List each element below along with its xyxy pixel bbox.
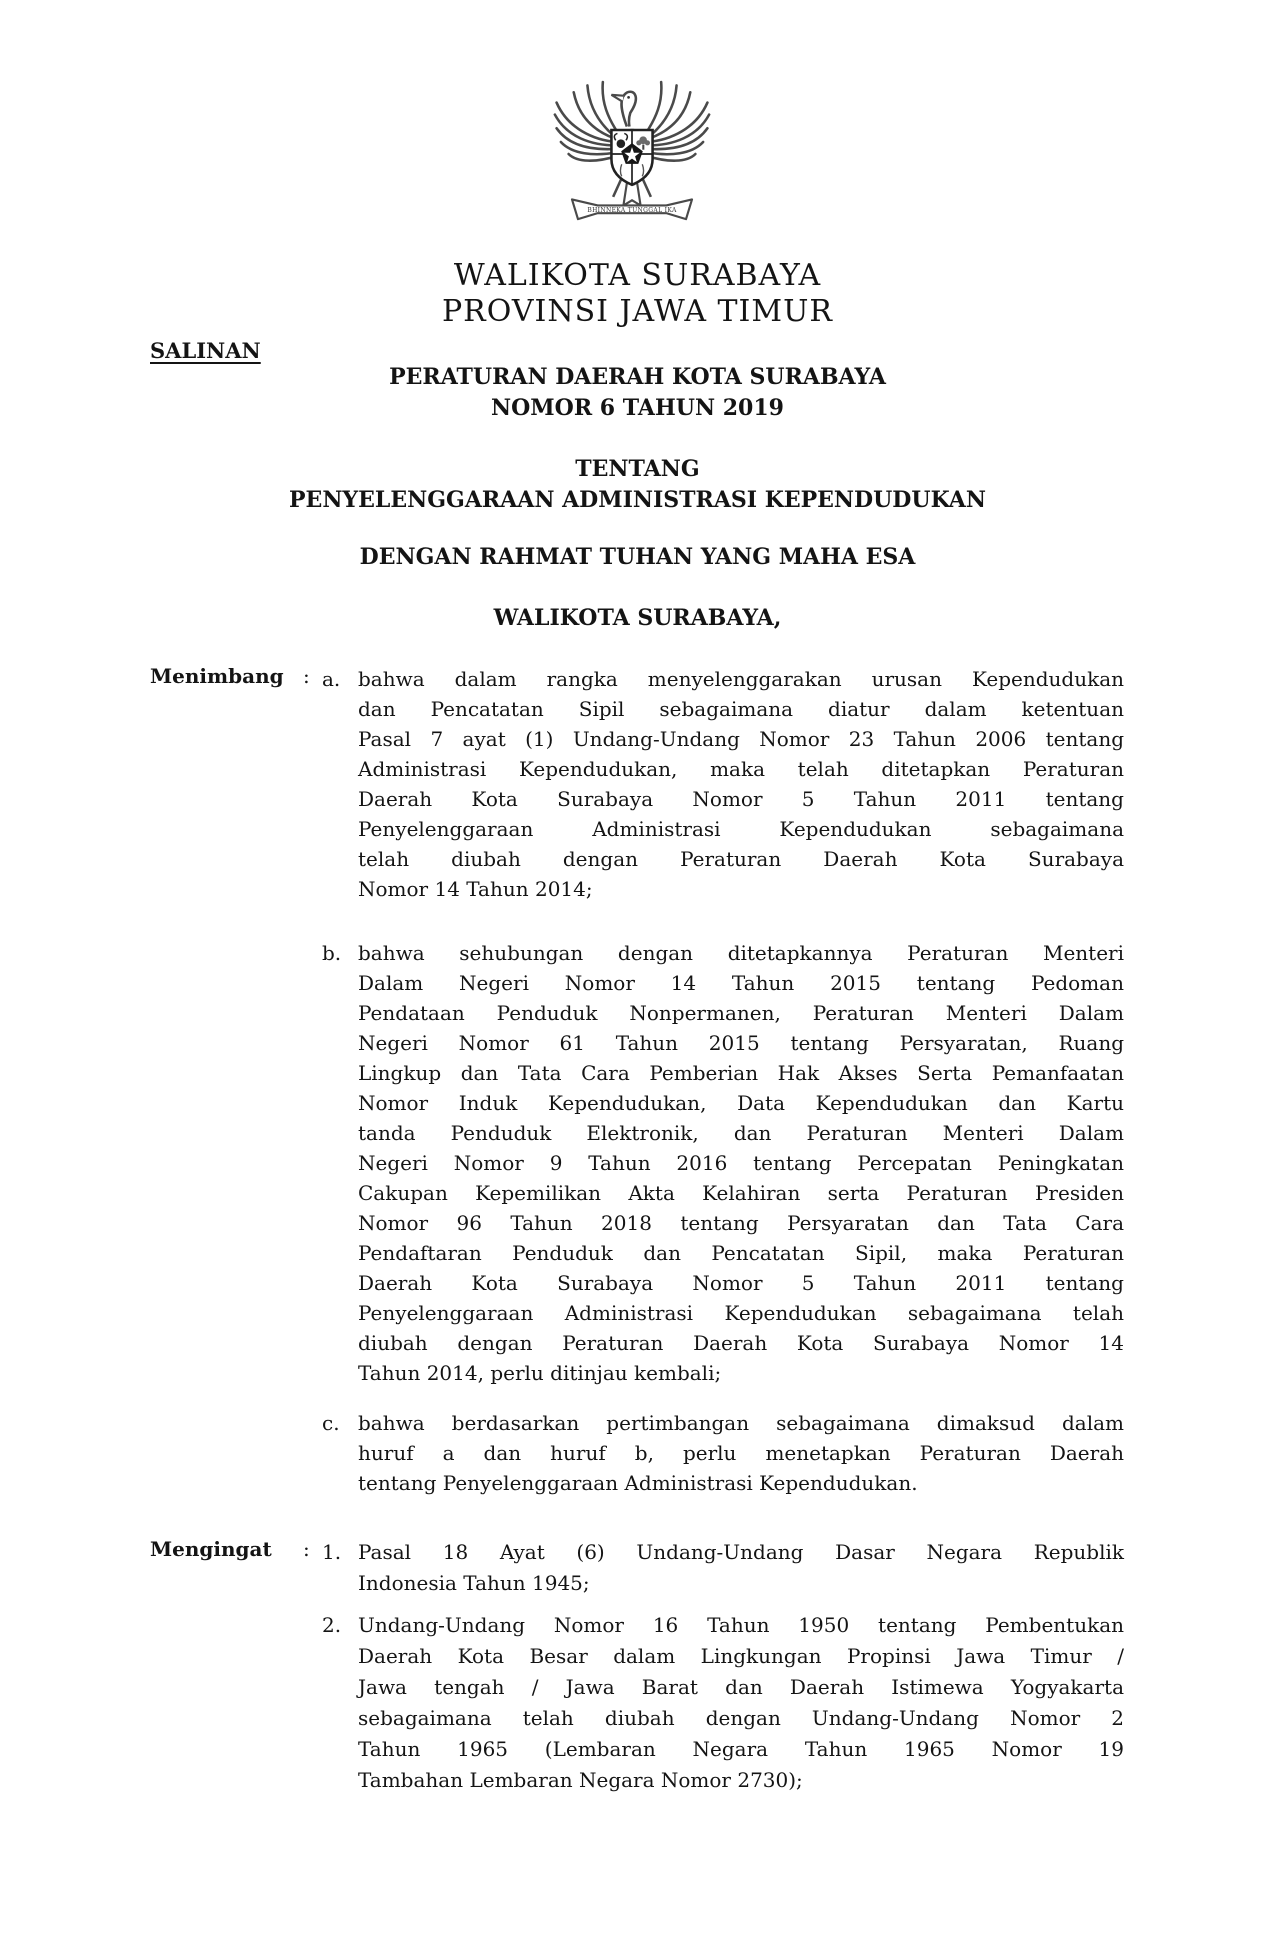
about-label: TENTANG	[575, 456, 700, 482]
text-line: Pendaftaran Penduduk dan Pencatatan Sipil, maka Peraturan	[358, 1241, 1124, 1265]
text-line: huruf a dan huruf b, perlu menetapkan Peraturan Daerah	[358, 1441, 1124, 1465]
text-line: Daerah Kota Surabaya Nomor 5 Tahun 2011 tentang	[358, 787, 1124, 811]
text-line: Daerah Kota Besar dalam Lingkungan Propinsi Jawa Timur /	[358, 1644, 1124, 1668]
text-line: Undang-Undang Nomor 16 Tahun 1950 tentang Pembentukan	[358, 1613, 1124, 1637]
item-text	[358, 1610, 1124, 1796]
text-line: dan Pencatatan Sipil sebagaimana diatur dalam ketentuan	[358, 697, 1124, 721]
copy-label: SALINAN	[150, 338, 261, 363]
text-line: Jawa tengah / Jawa Barat dan Daerah Istimewa Yogyakarta	[358, 1675, 1124, 1699]
regulation-subject: PENYELENGGARAAN ADMINISTRASI KEPENDUDUKAN	[289, 487, 986, 513]
text-line: Pasal 7 ayat (1) Undang-Undang Nomor 23 Tahun 2006 tentang	[358, 727, 1124, 751]
menimbang-colon: :	[303, 664, 310, 688]
text-line: bahwa sehubungan dengan ditetapkannya Peraturan Menteri	[358, 941, 1124, 965]
text-line: Pendataan Penduduk Nonpermanen, Peraturan Menteri Dalam	[358, 1001, 1124, 1025]
text-line: Lingkup dan Tata Cara Pemberian Hak Akses Serta Pemanfaatan	[358, 1061, 1124, 1085]
mengingat-label: Mengingat	[150, 1537, 272, 1561]
text-line: Administrasi Kependudukan, maka telah ditetapkan Peraturan	[358, 757, 1124, 781]
page-title-line1: WALIKOTA SURABAYA	[453, 258, 822, 293]
item-text	[358, 1537, 1124, 1599]
regulation-title: PERATURAN DAERAH KOTA SURABAYA	[389, 364, 886, 390]
mengingat-items	[322, 1537, 1124, 1796]
text-line: Nomor Induk Kependudukan, Data Kependudukan dan Kartu	[358, 1091, 1124, 1115]
emblem-motto: BHINNEKA TUNGGAL IKA	[587, 206, 677, 214]
text-line: Penyelenggaraan Administrasi Kependudukan sebagaimana telah	[358, 1301, 1124, 1325]
text-line: Nomor 14 Tahun 2014;	[358, 877, 593, 901]
text-line: Negeri Nomor 61 Tahun 2015 tentang Persyaratan, Ruang	[358, 1031, 1124, 1055]
text-line: Cakupan Kepemilikan Akta Kelahiran serta Peraturan Presiden	[358, 1181, 1124, 1205]
text-line: Nomor 96 Tahun 2018 tentang Persyaratan dan Tata Cara	[358, 1211, 1124, 1235]
item-marker: 1.	[322, 1540, 342, 1564]
text-line: tanda Penduduk Elektronik, dan Peraturan Menteri Dalam	[358, 1121, 1124, 1145]
item-marker: 2.	[322, 1613, 342, 1637]
list-item	[322, 1537, 1124, 1599]
text-line: bahwa dalam rangka menyelenggarakan urusan Kependudukan	[358, 667, 1124, 691]
text-line: Tahun 2014, perlu ditinjau kembali;	[358, 1361, 722, 1385]
list-item	[322, 1610, 1124, 1796]
text-line: bahwa berdasarkan pertimbangan sebagaimana dimaksud dalam	[358, 1411, 1124, 1435]
regulation-number: NOMOR 6 TAHUN 2019	[491, 395, 784, 421]
item-marker: a.	[322, 667, 341, 691]
list-item	[322, 938, 1124, 1388]
text-line: Negeri Nomor 9 Tahun 2016 tentang Percepatan Peningkatan	[358, 1151, 1124, 1175]
issuer-line: WALIKOTA SURABAYA,	[493, 605, 782, 631]
item-marker: b.	[322, 941, 342, 965]
page-title-line2: PROVINSI JAWA TIMUR	[441, 294, 833, 329]
list-item	[322, 664, 1124, 904]
item-text	[358, 1408, 1124, 1498]
text-line: sebagaimana telah diubah dengan Undang-Undang Nomor 2	[358, 1706, 1124, 1730]
item-text	[358, 664, 1124, 904]
menimbang-label: Menimbang	[150, 664, 284, 688]
text-line: Indonesia Tahun 1945;	[358, 1571, 590, 1595]
text-line: telah diubah dengan Peraturan Daerah Kota Surabaya	[358, 847, 1124, 871]
menimbang-items	[322, 664, 1124, 1498]
text-line: Daerah Kota Surabaya Nomor 5 Tahun 2011 tentang	[358, 1271, 1124, 1295]
text-line: Pasal 18 Ayat (6) Undang-Undang Dasar Negara Republik	[358, 1540, 1124, 1564]
text-line: Tahun 1965 (Lembaran Negara Tahun 1965 Nomor 19	[358, 1737, 1124, 1761]
item-text	[358, 938, 1124, 1388]
mengingat-colon: :	[303, 1537, 310, 1561]
garuda-pancasila-icon	[546, 58, 718, 238]
text-line: Penyelenggaraan Administrasi Kependudukan sebagaimana	[358, 817, 1124, 841]
text-line: tentang Penyelenggaraan Administrasi Kependudukan.	[358, 1471, 918, 1495]
text-line: Dalam Negeri Nomor 14 Tahun 2015 tentang Pedoman	[358, 971, 1124, 995]
text-line: Tambahan Lembaran Negara Nomor 2730);	[358, 1768, 803, 1792]
item-marker: c.	[322, 1411, 340, 1435]
text-line: diubah dengan Peraturan Daerah Kota Surabaya Nomor 14	[358, 1331, 1124, 1355]
list-item	[322, 1408, 1124, 1498]
garuda-pancasila-emblem	[546, 58, 718, 238]
invocation-line: DENGAN RAHMAT TUHAN YANG MAHA ESA	[359, 544, 916, 570]
